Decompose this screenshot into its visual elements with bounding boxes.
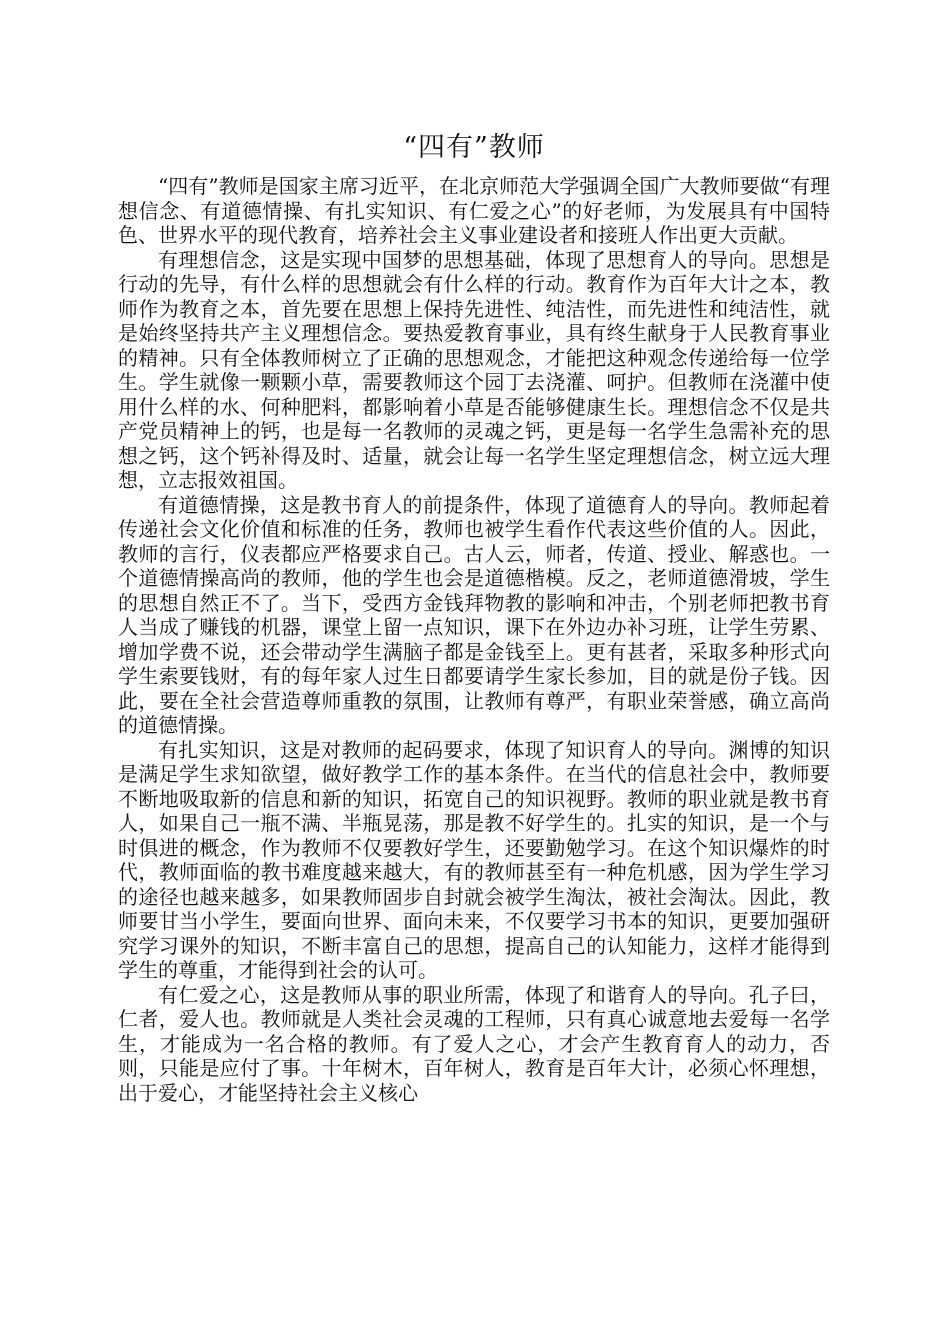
paragraph-knowledge: 有扎实知识，这是对教师的起码要求，体现了知识育人的导向。渊博的知识是满足学生求知欲望，做好教学工作的基本条件。在当代的信息社会中，教师要不断地吸取新的信息和新的知识，拓宽自己的知识视野。教师的职业就是教书育人，如果自己一瓶不满、半瓶晃荡，那是教不好学生的。扎实的知识，是一个与时俱进的概念，作为教师不仅要教好学生，还要勤勉学习。在这个知识爆炸的时代，教师面临的教书难度越来越大，有的教师甚至有一种危机感，因为学生学习的途径也越来越多，如果教师固步自封就会被学生淘汰，被社会淘汰。因此，教师要甘当小学生，要面向世界、面向未来，不仅要学习书本的知识，更要加强研究学习课外的知识，不断丰富自己的思想，提高自己的认知能力，这样才能得到学生的尊重，才能得到社会的认可。 bbox=[118, 737, 830, 982]
paragraph-intro: “四有”教师是国家主席习近平，在北京师范大学强调全国广大教师要做“有理想信念、有道德情操、有扎实知识、有仁爱之心”的好老师，为发展具有中国特色、世界水平的现代教育，培养社会主义事业建设者和接班人作出更大贡献。 bbox=[118, 174, 830, 247]
document-title: “四有”教师 bbox=[403, 132, 545, 163]
paragraph-morals: 有道德情操，这是教书育人的前提条件，体现了道德育人的导向。教师起着传递社会文化价值和标准的任务，教师也被学生看作代表这些价值的人。因此，教师的言行，仪表都应严格要求自己。古人云，师者，传道、授业、解惑也。一个道德情操高尚的教师，他的学生也会是道德楷模。反之，老师道德滑坡，学生的思想自然正不了。当下，受西方金钱拜物教的影响和冲击，个别老师把教书育人当成了赚钱的机器，课堂上留一点知识，课下在外边办补习班，让学生劳累、增加学费不说，还会带动学生满脑子都是金钱至上。更有甚者，采取多种形式向学生索要钱财，有的每年家人过生日都要请学生家长参加，目的就是份子钱。因此，要在全社会营造尊师重教的氛围，让教师有尊严，有职业荣誉感，确立高尚的道德情操。 bbox=[118, 492, 830, 737]
paragraph-benevolence: 有仁爱之心，这是教师从事的职业所需，体现了和谐育人的导向。孔子曰，仁者，爱人也。教师就是人类社会灵魂的工程师，只有真心诚意地去爱每一名学生，才能成为一名合格的教师。有了爱人之心，才会产生教育育人的动力，否则，只能是应付了事。十年树木，百年树人，教育是百年大计，必须心怀理想，出于爱心，才能坚持社会主义核心 bbox=[118, 982, 830, 1105]
paragraph-ideals: 有理想信念，这是实现中国梦的思想基础，体现了思想育人的导向。思想是行动的先导，有什么样的思想就会有什么样的行动。教育作为百年大计之本，教师作为教育之本，首先要在思想上保持先进性、纯洁性，而先进性和纯洁性，就是始终坚持共产主义理想信念。要热爱教育事业，具有终生献身于人民教育事业的精神。只有全体教师树立了正确的思想观念，才能把这种观念传递给每一位学生。学生就像一颗颗小草，需要教师这个园丁去浇灌、呵护。但教师在浇灌中使用什么样的水、何种肥料，都影响着小草是否能够健康生长。理想信念不仅是共产党员精神上的钙，也是每一名教师的灵魂之钙，更是每一名学生急需补充的思想之钙，这个钙补得及时、适量，就会让每一名学生坚定理想信念，树立远大理想，立志报效祖国。 bbox=[118, 247, 830, 492]
document-page bbox=[118, 128, 830, 1105]
